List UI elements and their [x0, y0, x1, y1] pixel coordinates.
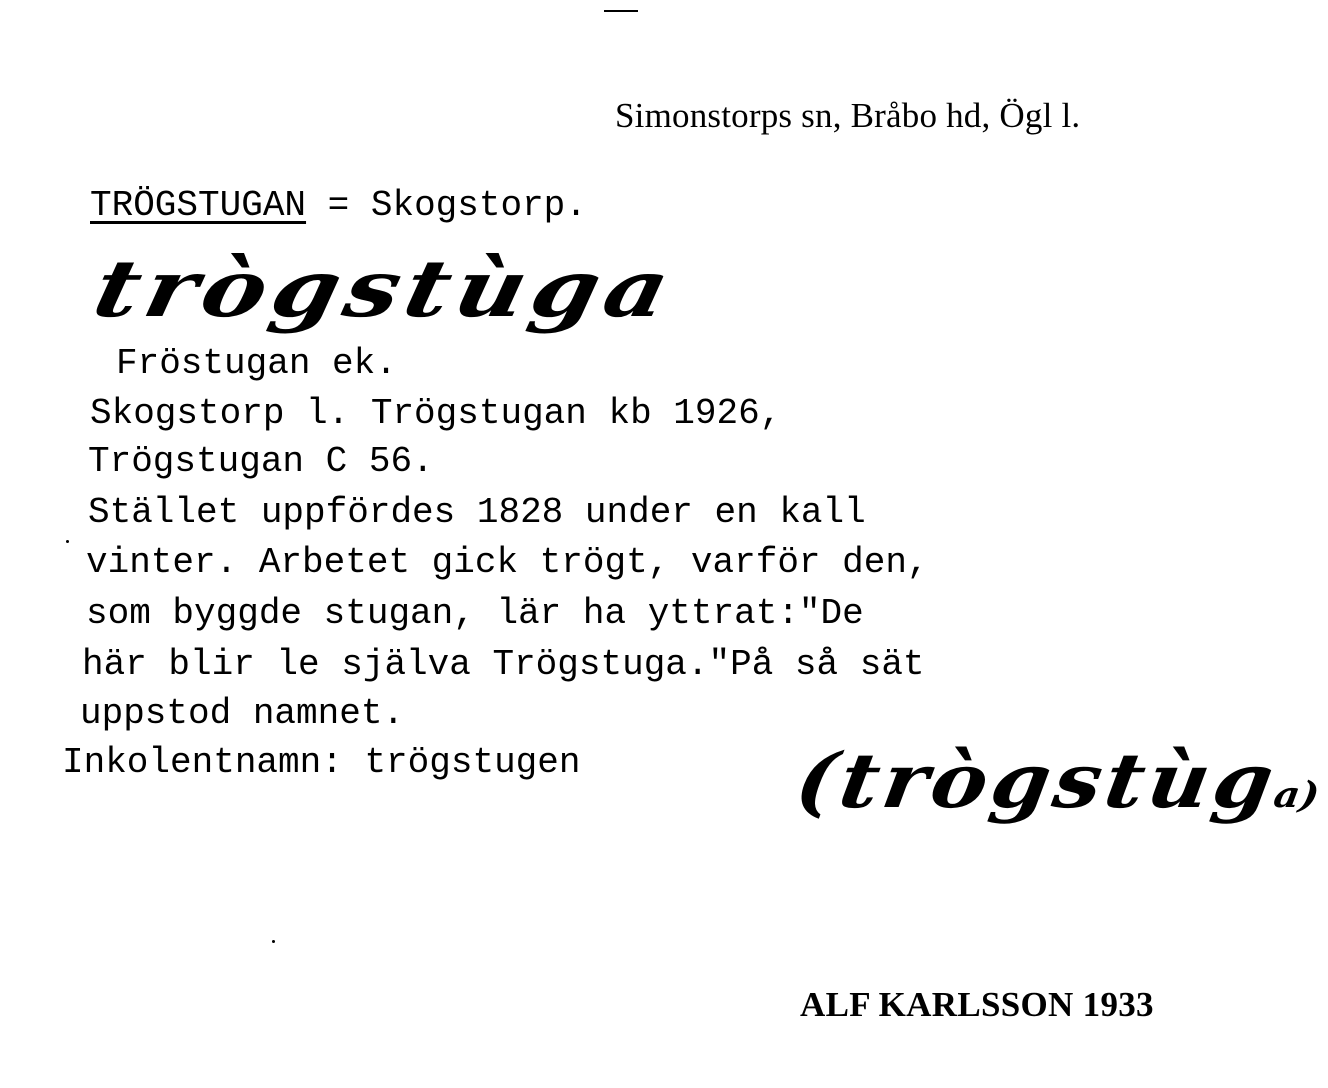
collector-signature: ALF KARLSSON 1933	[800, 985, 1154, 1024]
text-line-4: Stället uppfördes 1828 under en kall	[88, 492, 866, 533]
text-line-9: Inkolentnamn: trögstugen	[62, 742, 581, 783]
headword-line	[90, 185, 587, 226]
handwritten-pronunciation-main: (trògstùg	[790, 735, 1284, 825]
text-line-6: som byggde stugan, lär ha yttrat:"De	[86, 593, 864, 634]
text-line-5: vinter. Arbetet gick trögt, varför den,	[86, 542, 929, 583]
handwritten-pronunciation	[790, 736, 1328, 825]
handwritten-form: trògstùga	[86, 242, 684, 335]
text-line-3: Trögstugan C 56.	[88, 441, 434, 482]
text-line-7: här blir le själva Trögstuga."På så sät	[82, 644, 925, 685]
handwritten-pronunciation-end: a)	[1270, 773, 1323, 816]
text-line-2: Skogstorp l. Trögstugan kb 1926,	[90, 393, 782, 434]
headword: TRÖGSTUGAN	[90, 185, 307, 226]
location-header: Simonstorps sn, Bråbo hd, Ögl l.	[615, 96, 1081, 135]
top-edge-mark	[604, 10, 638, 12]
text-line-8: uppstod namnet.	[80, 693, 405, 734]
speck	[66, 540, 69, 543]
headword-equivalent: = Skogstorp.	[306, 185, 587, 226]
speck	[272, 940, 275, 943]
text-line-1: Fröstugan ek.	[116, 343, 397, 384]
